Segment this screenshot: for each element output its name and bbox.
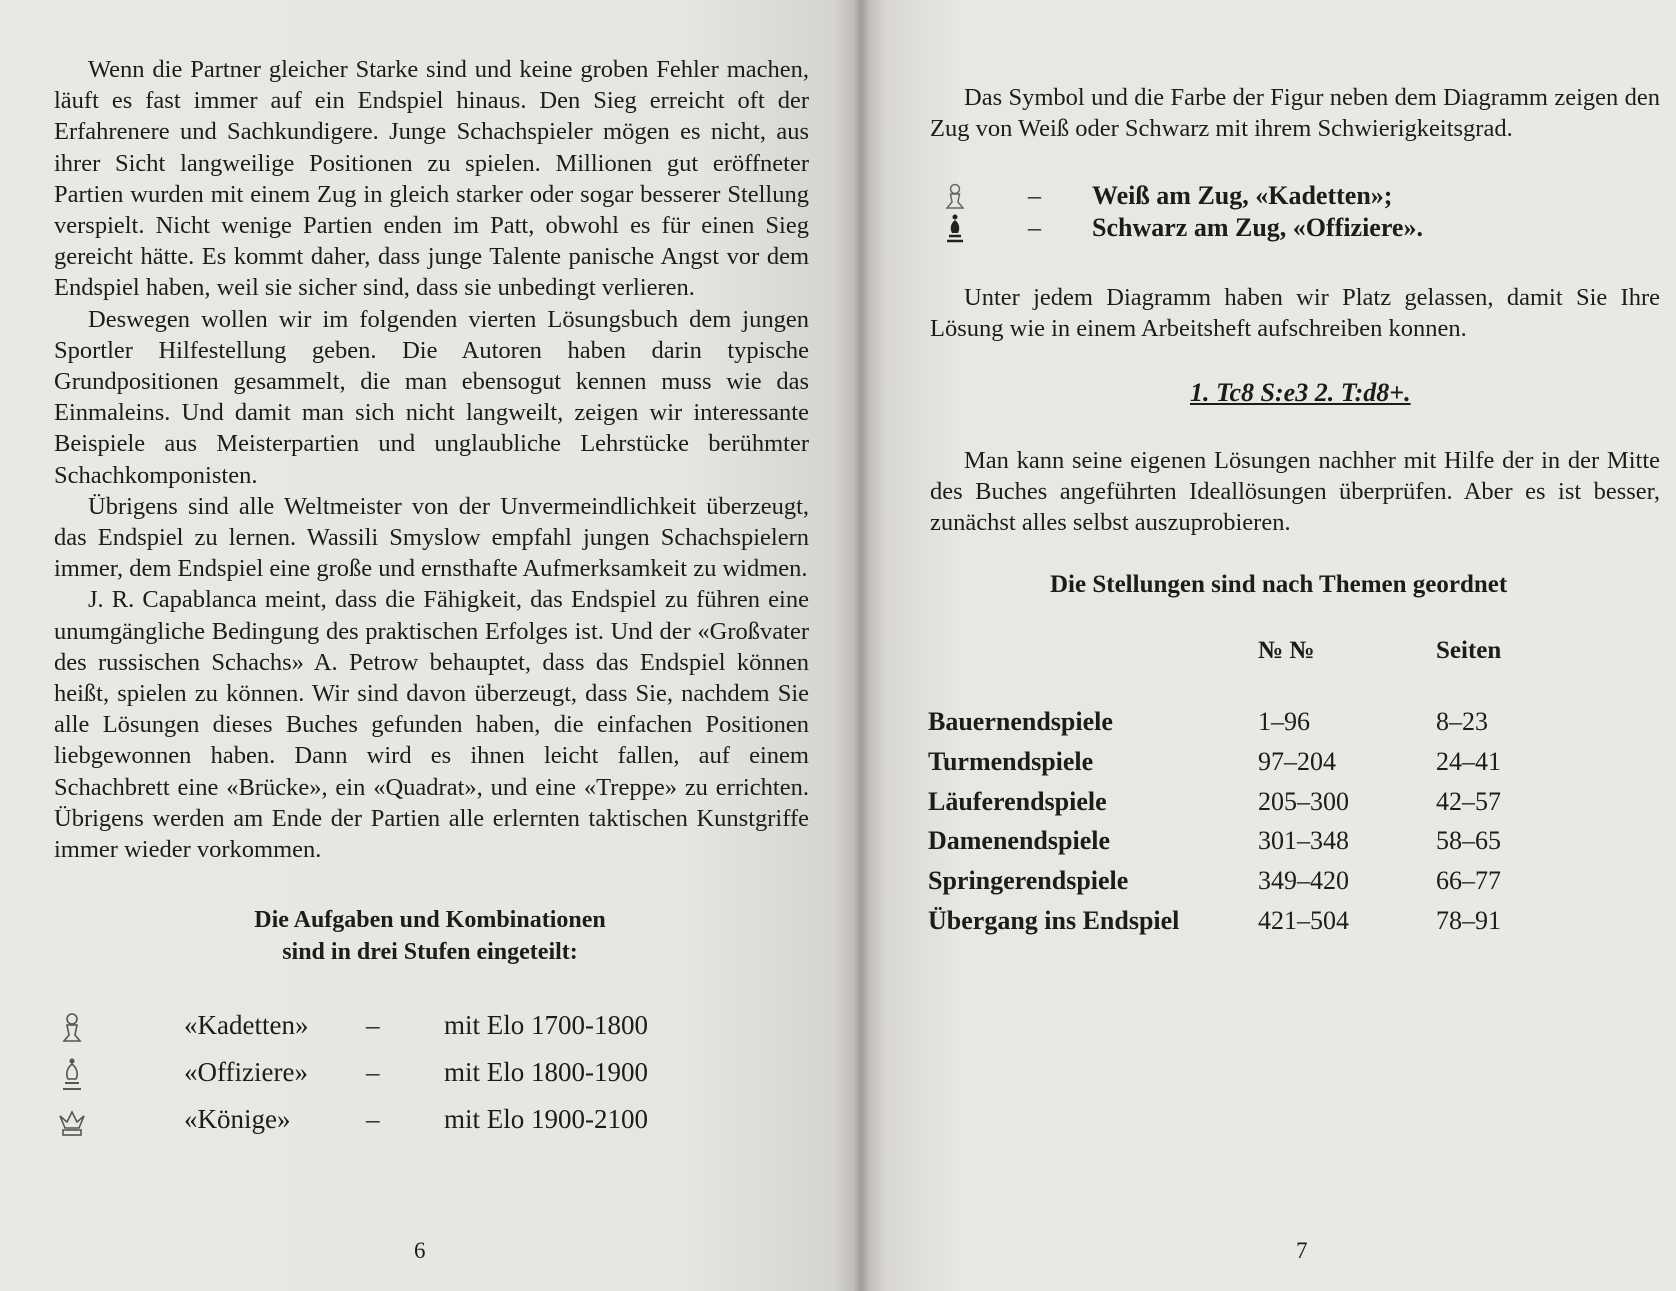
left-body-text (54, 54, 809, 865)
pages-cell: 8–23 (1436, 707, 1488, 736)
page-number-right: 7 (1296, 1238, 1308, 1263)
level-dash: – (366, 1010, 380, 1040)
intro-text (930, 82, 1660, 144)
levels-heading-line1: Die Aufgaben und Kombinationen (254, 907, 606, 933)
table-title: Die Stellungen sind nach Themen geordnet (1050, 571, 1508, 598)
pawn-outline-icon (52, 1008, 92, 1048)
paragraph: Übrigens sind alle Weltmeister von der Unvermeindlichkeit überzeugt, das Endspiel zu lernen. Wassili Smyslow empfahl jungen Schachspielern immer, dem Endspiel eine große und ernsthafte Aufmerksamkeit zu widmen. (54, 492, 809, 583)
level-name: «Könige» (184, 1104, 291, 1134)
table-row (928, 707, 1628, 747)
intro-paragraph: Das Symbol und die Farbe der Figur neben dem Diagramm zeigen den Zug von Weiß oder Schwarz mit ihrem Schwierigkeitsgrad. (930, 84, 1660, 143)
level-elo: mit Elo 1900-2100 (444, 1104, 648, 1134)
space-note (930, 282, 1660, 344)
level-name: «Kadetten» (184, 1010, 309, 1040)
numbers-cell: 205–300 (1258, 787, 1349, 816)
level-name: «Offiziere» (184, 1057, 308, 1087)
topic-cell: Turmendspiele (928, 747, 1094, 776)
table-row (928, 906, 1628, 946)
symbol-text: Schwarz am Zug, «Offiziere». (1092, 213, 1423, 242)
pages-cell: 58–65 (1436, 826, 1501, 855)
topic-cell: Springerendspiele (928, 866, 1129, 895)
check-note-paragraph: Man kann seine eigenen Lösungen nachher mit Hilfe der in der Mitte des Buches angeführten Ideallösungen überprüfen. Aber es ist besser, zunächst alles selbst auszuprobieren. (930, 447, 1660, 537)
paragraph: Deswegen wollen wir im folgenden vierten Lösungsbuch dem jungen Sportler Hilfestellung geben. Die Autoren haben darin typische Grundpositionen gesammelt, die man ebensogut kennen muss wie das Einmaleins. Und damit man sich nicht langweilt, zeigen wir interessante Beispiele aus Meisterpartien und unglaubliche Lehrstücke berühmter Schachkomponisten. (54, 305, 809, 489)
level-dash: – (366, 1104, 380, 1134)
level-row-offiziere (52, 1055, 692, 1095)
pages-cell: 24–41 (1436, 747, 1501, 776)
table-header-pages: Seiten (1436, 637, 1502, 664)
white-pawn-icon (940, 180, 970, 212)
book-gutter (852, 0, 870, 1291)
symbol-text: Weiß am Zug, «Kadetten»; (1092, 181, 1393, 210)
symbol-row-white (940, 180, 1660, 214)
numbers-cell: 301–348 (1258, 826, 1349, 855)
level-dash: – (366, 1057, 380, 1087)
paragraph: Wenn die Partner gleicher Starke sind und keine groben Fehler machen, läuft es fast immer auf ein Endspiel hinaus. Den Sieg erreicht oft der Erfahrenere und Sachkundigere. Junge Schachspieler mögen es nicht, aus ihrer Sicht langweilige Positionen zu spielen. Millionen gut eröffneter Partien wurden mit einem Zug in gleich starker oder sogar besserer Stellung verspielt. Nicht wenige Partien enden im Patt, obwohl es für einen Sieg gereicht hätte. Es kommt daher, dass junge Talente panische Angst vor dem Endspiel haben, weil sie sicher sind, dass sie unbedingt verlieren. (54, 56, 809, 302)
paragraph: J. R. Capablanca meint, dass die Fähigkeit, das Endspiel zu führen eine unumgängliche Bedingung des praktischen Erfolges ist. Und der «Großvater des russischen Schachs» A. Petrow behauptet, dass das Endspiel können heißt, spielen zu können. Wir sind davon überzeugt, dass Sie, nachdem Sie alle Lösungen dieses Buches gefunden haben, die einfachen Positionen liebgewonnen haben. Dann wird es ihnen leicht fallen, auf einem Schachbrett eine «Brücke», ein «Quadrat», und eine «Treppe» zu errichten. Übrigens werden am Ende der Partien alle erlernten taktischen Kunstgriffe immer wieder vorkommen. (54, 586, 809, 864)
numbers-cell: 97–204 (1258, 747, 1336, 776)
numbers-cell: 349–420 (1258, 866, 1349, 895)
topic-cell: Bauernendspiele (928, 707, 1113, 736)
space-note-paragraph: Unter jedem Diagramm haben wir Platz gelassen, damit Sie Ihre Lösung wie in einem Arbeitsheft aufschreiben konnen. (930, 284, 1660, 343)
levels-heading-line2: sind in drei Stufen eingeteilt: (282, 939, 578, 965)
king-crown-icon (52, 1102, 92, 1142)
numbers-cell: 421–504 (1258, 906, 1349, 935)
pages-cell: 42–57 (1436, 787, 1501, 816)
table-row (928, 866, 1628, 906)
pages-cell: 78–91 (1436, 906, 1501, 935)
level-elo: mit Elo 1700-1800 (444, 1010, 648, 1040)
bishop-icon (52, 1055, 92, 1095)
solution-example: 1. Tc8 S:e3 2. T:d8+. (1190, 378, 1411, 407)
table-row (928, 787, 1628, 827)
topic-cell: Läuferendspiele (928, 787, 1107, 816)
level-elo: mit Elo 1800-1900 (444, 1057, 648, 1087)
numbers-cell: 1–96 (1258, 707, 1310, 736)
level-row-kadetten (52, 1008, 692, 1048)
symbol-dash: – (1028, 181, 1041, 210)
level-row-koenige (52, 1102, 692, 1142)
table-header-numbers: № № (1258, 637, 1315, 664)
table-row (928, 747, 1628, 787)
black-bishop-icon (940, 212, 970, 244)
topic-cell: Übergang ins Endspiel (928, 906, 1180, 935)
topic-cell: Damenendspiele (928, 826, 1110, 855)
page-number-left: 6 (414, 1238, 426, 1263)
symbol-dash: – (1028, 213, 1041, 242)
check-note (930, 445, 1660, 539)
table-row (928, 826, 1628, 866)
pages-cell: 66–77 (1436, 866, 1501, 895)
symbol-row-black (940, 212, 1660, 246)
